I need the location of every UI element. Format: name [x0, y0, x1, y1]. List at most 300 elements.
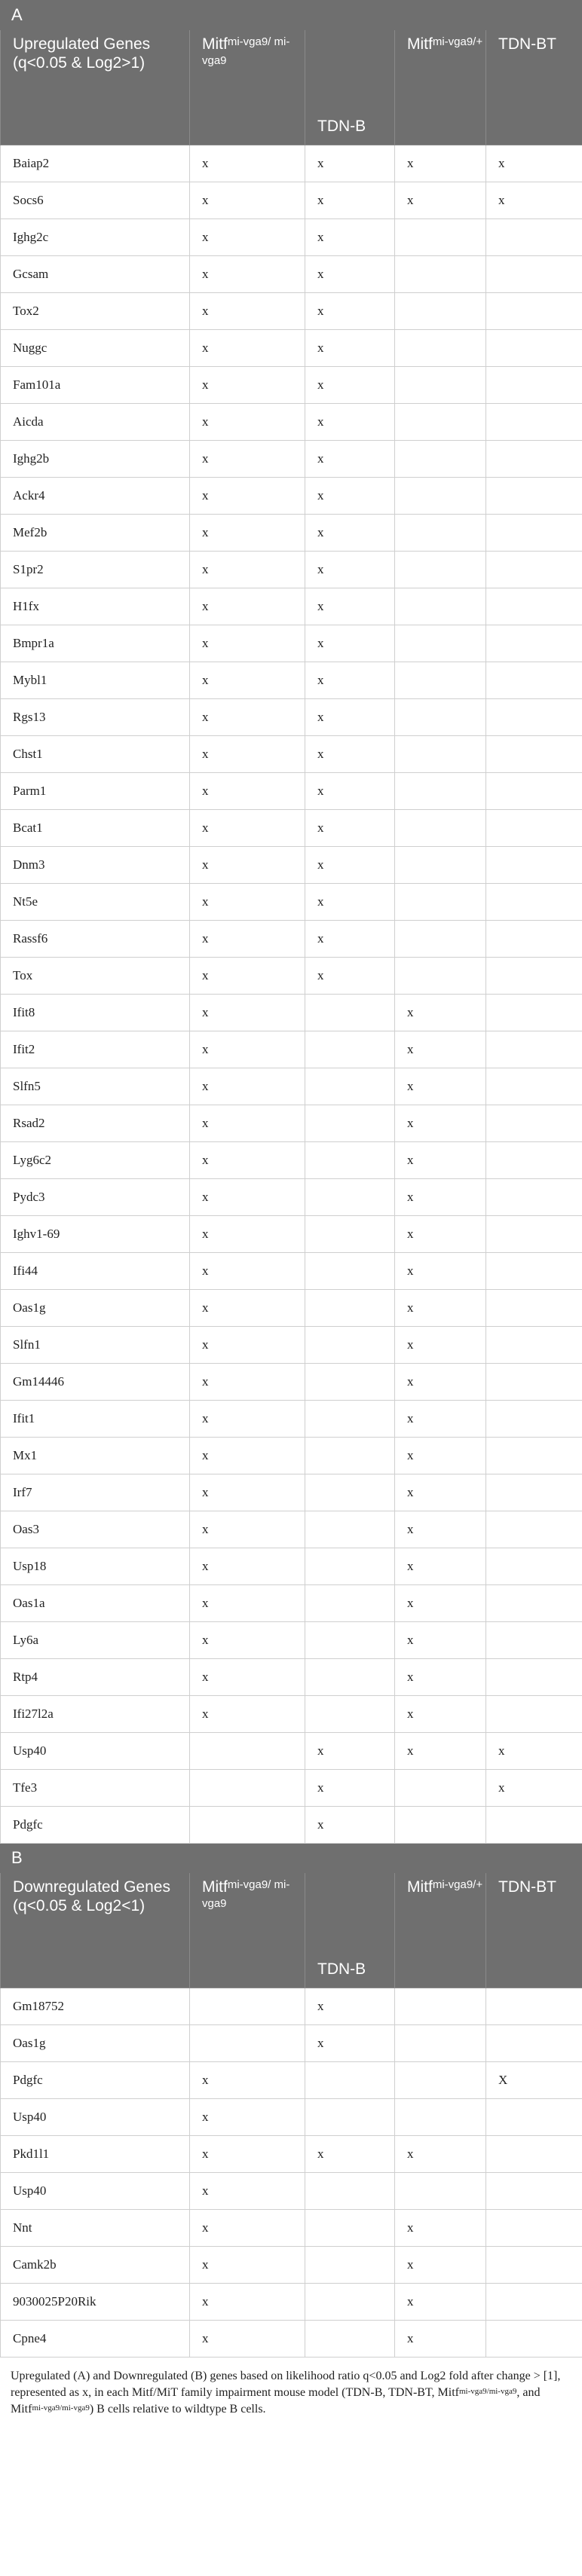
- tdn-bt-cell: [486, 2210, 582, 2247]
- tdn-bt-cell: [486, 699, 582, 736]
- mitf-heterozygous-cell: x: [395, 1364, 486, 1401]
- gene-cell: Pdgfc: [1, 1807, 190, 1844]
- gene-cell: Bcat1: [1, 810, 190, 847]
- tdn-bt-cell: [486, 1622, 582, 1659]
- table-row: [1, 1988, 582, 2025]
- mitf-heterozygous-cell: [395, 810, 486, 847]
- gene-cell: Irf7: [1, 1474, 190, 1511]
- genes-column-header: Downregulated Genes (q<0.05 & Log2<1): [1, 1873, 190, 1988]
- mitf-heterozygous-cell: x: [395, 1696, 486, 1733]
- mitf-homozygous-cell: [190, 1807, 305, 1844]
- mitf-homozygous-cell: x: [190, 330, 305, 367]
- table-row: [1, 1733, 582, 1770]
- mitf-heterozygous-cell: [395, 293, 486, 330]
- tdn-bt-cell: [486, 958, 582, 995]
- tdn-bt-cell: [486, 404, 582, 441]
- mitf-heterozygous-cell: [395, 1770, 486, 1807]
- mitf-homozygous-cell: x: [190, 441, 305, 478]
- mitf-heterozygous-cell: x: [395, 2210, 486, 2247]
- mitf-homozygous-cell: x: [190, 588, 305, 625]
- mitf-homozygous-cell: x: [190, 1474, 305, 1511]
- mitf-homozygous-cell: x: [190, 1622, 305, 1659]
- gene-cell: Usp40: [1, 2173, 190, 2210]
- tdn-b-cell: x: [305, 2136, 395, 2173]
- mitf-homozygous-cell: x: [190, 293, 305, 330]
- mitf-homozygous-cell: x: [190, 1511, 305, 1548]
- gene-cell: Oas1a: [1, 1585, 190, 1622]
- table-row: [1, 2099, 582, 2136]
- mitf-heterozygous-cell: [395, 736, 486, 773]
- mitf-homozygous-column-header: Mitf$^{mi-vga9/ mi-vga9}$: [190, 30, 305, 145]
- mitf-heterozygous-cell: [395, 2173, 486, 2210]
- mitf-homozygous-cell: x: [190, 1364, 305, 1401]
- tdn-bt-cell: [486, 810, 582, 847]
- table-row: [1, 921, 582, 958]
- table-row: [1, 625, 582, 662]
- gene-cell: Rtp4: [1, 1659, 190, 1696]
- tdn-bt-cell: [486, 1031, 582, 1068]
- tdn-b-cell: [305, 1031, 395, 1068]
- table-caption: Upregulated (A) and Downregulated (B) genes based on likelihood ratio q<0.05 and Log2 fold after change > [1], represented as x, in each Mitf/MiT family impairment mouse model (TDN-B, TDN-BT, Mitf$^{mi-vga9/mi-vga9}$, and Mitf$^{mi-vga9/mi-vga9}$) B cells relative to wildtype B cells.: [11, 2370, 561, 2416]
- tdn-b-cell: [305, 2099, 395, 2136]
- tdn-bt-cell: [486, 2099, 582, 2136]
- gene-cell: Gm14446: [1, 1364, 190, 1401]
- mitf-heterozygous-cell: x: [395, 1474, 486, 1511]
- mitf-homozygous-cell: x: [190, 219, 305, 256]
- table-row: [1, 1216, 582, 1253]
- tdn-b-cell: [305, 1142, 395, 1179]
- tdn-bt-cell: [486, 1364, 582, 1401]
- mitf-heterozygous-cell: [395, 1807, 486, 1844]
- mitf-heterozygous-cell: x: [395, 1585, 486, 1622]
- table-row: [1, 1511, 582, 1548]
- mitf-homozygous-cell: x: [190, 884, 305, 921]
- gene-cell: Mef2b: [1, 515, 190, 552]
- tdn-bt-cell: [486, 2284, 582, 2321]
- mitf-heterozygous-cell: [395, 330, 486, 367]
- tdn-bt-cell: [486, 256, 582, 293]
- mitf-heterozygous-cell: [395, 515, 486, 552]
- tdn-b-cell: x: [305, 515, 395, 552]
- tdn-b-cell: x: [305, 441, 395, 478]
- gene-cell: Ighg2b: [1, 441, 190, 478]
- mitf-heterozygous-cell: [395, 588, 486, 625]
- tdn-bt-cell: [486, 995, 582, 1031]
- gene-cell: Ly6a: [1, 1622, 190, 1659]
- tdn-b-cell: [305, 1548, 395, 1585]
- tdn-b-cell: [305, 1253, 395, 1290]
- section-a-rows: [1, 145, 582, 1844]
- table-row: [1, 2062, 582, 2099]
- tdn-bt-cell: [486, 1585, 582, 1622]
- gene-cell: Nt5e: [1, 884, 190, 921]
- table-row: [1, 699, 582, 736]
- mitf-heterozygous-cell: [395, 2099, 486, 2136]
- gene-cell: Nuggc: [1, 330, 190, 367]
- mitf-homozygous-cell: [190, 1988, 305, 2025]
- tdn-bt-column-header: TDN-BT: [486, 1873, 582, 1988]
- mitf-heterozygous-cell: x: [395, 1031, 486, 1068]
- tdn-b-cell: x: [305, 145, 395, 182]
- tdn-bt-cell: [486, 1068, 582, 1105]
- mitf-homozygous-cell: x: [190, 699, 305, 736]
- tdn-b-cell: [305, 1659, 395, 1696]
- mitf-heterozygous-cell: x: [395, 1659, 486, 1696]
- table-row: [1, 367, 582, 404]
- mitf-heterozygous-cell: [395, 367, 486, 404]
- tdn-bt-cell: [486, 1548, 582, 1585]
- mitf-homozygous-cell: [190, 1770, 305, 1807]
- mitf-heterozygous-cell: x: [395, 1253, 486, 1290]
- table-row: [1, 1770, 582, 1807]
- table-row: [1, 182, 582, 219]
- mitf-heterozygous-column-header: Mitf$^{mi-vga9/+}$: [395, 30, 486, 145]
- mitf-heterozygous-cell: x: [395, 2136, 486, 2173]
- mitf-heterozygous-cell: x: [395, 2321, 486, 2358]
- gene-cell: Oas3: [1, 1511, 190, 1548]
- table-row: [1, 1105, 582, 1142]
- table-row: [1, 1807, 582, 1844]
- gene-cell: Baiap2: [1, 145, 190, 182]
- tdn-b-cell: x: [305, 773, 395, 810]
- tdn-b-cell: x: [305, 884, 395, 921]
- tdn-b-cell: x: [305, 847, 395, 884]
- table-row: [1, 810, 582, 847]
- mitf-homozygous-cell: x: [190, 1142, 305, 1179]
- table-row: [1, 1401, 582, 1438]
- tdn-b-cell: [305, 1696, 395, 1733]
- tdn-b-cell: x: [305, 1807, 395, 1844]
- tdn-b-cell: x: [305, 1733, 395, 1770]
- table-row: [1, 1622, 582, 1659]
- table-row: [1, 1548, 582, 1585]
- tdn-bt-cell: X: [486, 2062, 582, 2099]
- gene-cell: Usp40: [1, 2099, 190, 2136]
- tdn-b-cell: x: [305, 625, 395, 662]
- table-row: [1, 219, 582, 256]
- mitf-heterozygous-cell: [395, 921, 486, 958]
- tdn-bt-cell: [486, 884, 582, 921]
- tdn-bt-cell: [486, 1401, 582, 1438]
- gene-cell: Oas1g: [1, 2025, 190, 2062]
- mitf-homozygous-cell: x: [190, 847, 305, 884]
- mitf-heterozygous-cell: x: [395, 1438, 486, 1474]
- tdn-bt-cell: [486, 1216, 582, 1253]
- tdn-b-cell: x: [305, 478, 395, 515]
- mitf-heterozygous-cell: x: [395, 1068, 486, 1105]
- table-row: [1, 847, 582, 884]
- mitf-homozygous-cell: x: [190, 404, 305, 441]
- table-row: [1, 515, 582, 552]
- mitf-heterozygous-cell: [395, 552, 486, 588]
- table-row: [1, 995, 582, 1031]
- mitf-homozygous-cell: x: [190, 736, 305, 773]
- tdn-b-cell: [305, 2284, 395, 2321]
- mitf-heterozygous-cell: x: [395, 1142, 486, 1179]
- tdn-b-cell: x: [305, 219, 395, 256]
- gene-cell: Pdgfc: [1, 2062, 190, 2099]
- table-row: [1, 441, 582, 478]
- tdn-b-cell: [305, 1438, 395, 1474]
- mitf-homozygous-cell: x: [190, 1068, 305, 1105]
- tdn-bt-cell: [486, 625, 582, 662]
- tdn-b-cell: [305, 2173, 395, 2210]
- table-row: [1, 1474, 582, 1511]
- gene-cell: Mx1: [1, 1438, 190, 1474]
- mitf-homozygous-cell: x: [190, 2321, 305, 2358]
- mitf-homozygous-cell: x: [190, 1216, 305, 1253]
- gene-cell: Mybl1: [1, 662, 190, 699]
- mitf-homozygous-cell: x: [190, 810, 305, 847]
- tdn-bt-cell: [486, 1807, 582, 1844]
- mitf-heterozygous-cell: x: [395, 145, 486, 182]
- section-b-header: [1, 1844, 582, 1873]
- tdn-b-cell: [305, 1364, 395, 1401]
- gene-cell: Fam101a: [1, 367, 190, 404]
- gene-cell: Nnt: [1, 2210, 190, 2247]
- mitf-homozygous-cell: x: [190, 1031, 305, 1068]
- table-row: [1, 256, 582, 293]
- table-row: [1, 145, 582, 182]
- tdn-bt-cell: [486, 552, 582, 588]
- tdn-b-cell: [305, 1290, 395, 1327]
- gene-cell: Rgs13: [1, 699, 190, 736]
- mitf-homozygous-cell: x: [190, 515, 305, 552]
- table-row: [1, 1585, 582, 1622]
- gene-cell: Chst1: [1, 736, 190, 773]
- mitf-heterozygous-cell: [395, 662, 486, 699]
- tdn-bt-cell: [486, 1988, 582, 2025]
- tdn-bt-cell: [486, 2247, 582, 2284]
- tdn-b-cell: [305, 995, 395, 1031]
- mitf-heterozygous-cell: x: [395, 182, 486, 219]
- tdn-b-cell: [305, 1474, 395, 1511]
- table-row: [1, 2321, 582, 2358]
- mitf-heterozygous-cell: x: [395, 995, 486, 1031]
- gene-cell: Rsad2: [1, 1105, 190, 1142]
- table-row: [1, 1142, 582, 1179]
- tdn-bt-cell: [486, 2173, 582, 2210]
- mitf-homozygous-cell: x: [190, 2284, 305, 2321]
- mitf-homozygous-cell: [190, 2025, 305, 2062]
- tdn-bt-cell: [486, 662, 582, 699]
- tdn-bt-cell: [486, 1179, 582, 1216]
- tdn-bt-cell: [486, 2321, 582, 2358]
- tdn-b-cell: x: [305, 367, 395, 404]
- table-row: [1, 2210, 582, 2247]
- gene-cell: S1pr2: [1, 552, 190, 588]
- gene-cell: Tox2: [1, 293, 190, 330]
- gene-cell: Aicda: [1, 404, 190, 441]
- mitf-heterozygous-cell: x: [395, 1105, 486, 1142]
- table-row: [1, 552, 582, 588]
- tdn-b-cell: [305, 2062, 395, 2099]
- tdn-b-cell: [305, 1585, 395, 1622]
- tdn-b-cell: [305, 1068, 395, 1105]
- tdn-bt-cell: [486, 478, 582, 515]
- table-row: [1, 2284, 582, 2321]
- tdn-bt-cell: [486, 736, 582, 773]
- mitf-homozygous-cell: x: [190, 1585, 305, 1622]
- tdn-b-cell: x: [305, 1988, 395, 2025]
- mitf-heterozygous-column-header: Mitf$^{mi-vga9/+}$: [395, 1873, 486, 1988]
- gene-cell: Bmpr1a: [1, 625, 190, 662]
- tdn-bt-cell: x: [486, 182, 582, 219]
- tdn-bt-cell: [486, 293, 582, 330]
- table-row: [1, 2247, 582, 2284]
- tdn-b-cell: [305, 1105, 395, 1142]
- tdn-bt-cell: x: [486, 1770, 582, 1807]
- mitf-homozygous-cell: x: [190, 1659, 305, 1696]
- table-row: [1, 1068, 582, 1105]
- mitf-homozygous-cell: x: [190, 2062, 305, 2099]
- gene-cell: Slfn5: [1, 1068, 190, 1105]
- tdn-b-cell: [305, 2210, 395, 2247]
- mitf-homozygous-cell: x: [190, 2210, 305, 2247]
- tdn-b-cell: x: [305, 588, 395, 625]
- mitf-homozygous-cell: x: [190, 2247, 305, 2284]
- mitf-heterozygous-cell: [395, 478, 486, 515]
- table-row: [1, 1364, 582, 1401]
- section-b-column-headers: [1, 1873, 582, 1988]
- table-row: [1, 1327, 582, 1364]
- mitf-homozygous-cell: x: [190, 367, 305, 404]
- mitf-heterozygous-cell: x: [395, 1511, 486, 1548]
- section-b-label: B: [1, 1844, 582, 1873]
- table-row: [1, 1290, 582, 1327]
- gene-cell: Camk2b: [1, 2247, 190, 2284]
- gene-cell: Parm1: [1, 773, 190, 810]
- section-b-rows: [1, 1988, 582, 2358]
- table-row: [1, 884, 582, 921]
- mitf-homozygous-cell: x: [190, 1327, 305, 1364]
- tdn-bt-cell: [486, 2136, 582, 2173]
- tdn-b-cell: [305, 1179, 395, 1216]
- gene-cell: Pydc3: [1, 1179, 190, 1216]
- tdn-bt-cell: [486, 1327, 582, 1364]
- tdn-bt-cell: [486, 330, 582, 367]
- table-row: [1, 736, 582, 773]
- tdn-bt-cell: x: [486, 1733, 582, 1770]
- mitf-homozygous-cell: x: [190, 1548, 305, 1585]
- gene-cell: Ackr4: [1, 478, 190, 515]
- gene-cell: Dnm3: [1, 847, 190, 884]
- tdn-b-cell: x: [305, 256, 395, 293]
- mitf-heterozygous-cell: x: [395, 1216, 486, 1253]
- gene-cell: Lyg6c2: [1, 1142, 190, 1179]
- gene-cell: 9030025P20Rik: [1, 2284, 190, 2321]
- mitf-homozygous-cell: x: [190, 1105, 305, 1142]
- tdn-bt-column-header: TDN-BT: [486, 30, 582, 145]
- tdn-bt-cell: [486, 1696, 582, 1733]
- mitf-homozygous-cell: x: [190, 1253, 305, 1290]
- gene-cell: Socs6: [1, 182, 190, 219]
- table-row: [1, 958, 582, 995]
- mitf-heterozygous-cell: x: [395, 1290, 486, 1327]
- tdn-b-column-header: TDN-B: [305, 30, 395, 145]
- table-row: [1, 1659, 582, 1696]
- tdn-b-cell: x: [305, 293, 395, 330]
- tdn-bt-cell: [486, 1474, 582, 1511]
- mitf-homozygous-cell: x: [190, 921, 305, 958]
- gene-cell: Slfn1: [1, 1327, 190, 1364]
- mitf-homozygous-cell: x: [190, 478, 305, 515]
- table-row: [1, 588, 582, 625]
- tdn-bt-cell: [486, 1290, 582, 1327]
- section-a-label: A: [1, 1, 582, 30]
- mitf-heterozygous-cell: [395, 884, 486, 921]
- mitf-homozygous-cell: x: [190, 2099, 305, 2136]
- tdn-bt-cell: [486, 921, 582, 958]
- mitf-heterozygous-cell: [395, 441, 486, 478]
- gene-cell: Ighv1-69: [1, 1216, 190, 1253]
- tdn-b-cell: x: [305, 404, 395, 441]
- tdn-b-cell: [305, 1401, 395, 1438]
- mitf-homozygous-cell: x: [190, 1290, 305, 1327]
- gene-cell: Usp40: [1, 1733, 190, 1770]
- gene-cell: Tox: [1, 958, 190, 995]
- table-row: [1, 773, 582, 810]
- gene-cell: Oas1g: [1, 1290, 190, 1327]
- gene-cell: Ifit8: [1, 995, 190, 1031]
- tdn-b-cell: x: [305, 958, 395, 995]
- mitf-heterozygous-cell: x: [395, 1548, 486, 1585]
- tdn-b-cell: x: [305, 662, 395, 699]
- mitf-heterozygous-cell: [395, 2025, 486, 2062]
- mitf-homozygous-cell: x: [190, 2136, 305, 2173]
- mitf-homozygous-cell: x: [190, 773, 305, 810]
- table-row: [1, 1179, 582, 1216]
- mitf-heterozygous-cell: x: [395, 1179, 486, 1216]
- gene-cell: Tfe3: [1, 1770, 190, 1807]
- mitf-homozygous-cell: x: [190, 1179, 305, 1216]
- tdn-bt-cell: [486, 588, 582, 625]
- table-row: [1, 293, 582, 330]
- mitf-homozygous-cell: x: [190, 1696, 305, 1733]
- table-row: [1, 2173, 582, 2210]
- gene-cell: Cpne4: [1, 2321, 190, 2358]
- section-a-column-headers: [1, 30, 582, 145]
- mitf-heterozygous-cell: [395, 699, 486, 736]
- mitf-heterozygous-cell: [395, 256, 486, 293]
- tdn-b-cell: [305, 1216, 395, 1253]
- tdn-b-cell: [305, 2247, 395, 2284]
- mitf-homozygous-cell: x: [190, 625, 305, 662]
- tdn-bt-cell: [486, 367, 582, 404]
- table-row: [1, 2136, 582, 2173]
- mitf-homozygous-cell: x: [190, 256, 305, 293]
- tdn-bt-cell: [486, 1105, 582, 1142]
- mitf-heterozygous-cell: x: [395, 1327, 486, 1364]
- mitf-heterozygous-cell: x: [395, 1622, 486, 1659]
- table-row: [1, 478, 582, 515]
- table-row: [1, 330, 582, 367]
- tdn-bt-cell: [486, 2025, 582, 2062]
- tdn-b-cell: [305, 1622, 395, 1659]
- gene-cell: Ifi44: [1, 1253, 190, 1290]
- table-row: [1, 1031, 582, 1068]
- tdn-bt-cell: [486, 515, 582, 552]
- mitf-heterozygous-cell: x: [395, 2284, 486, 2321]
- section-a-header: [1, 1, 582, 30]
- tdn-bt-cell: [486, 1659, 582, 1696]
- mitf-heterozygous-cell: x: [395, 1733, 486, 1770]
- mitf-heterozygous-cell: [395, 958, 486, 995]
- tdn-b-cell: x: [305, 552, 395, 588]
- table-row: [1, 662, 582, 699]
- table-row: [1, 1253, 582, 1290]
- mitf-homozygous-cell: x: [190, 2173, 305, 2210]
